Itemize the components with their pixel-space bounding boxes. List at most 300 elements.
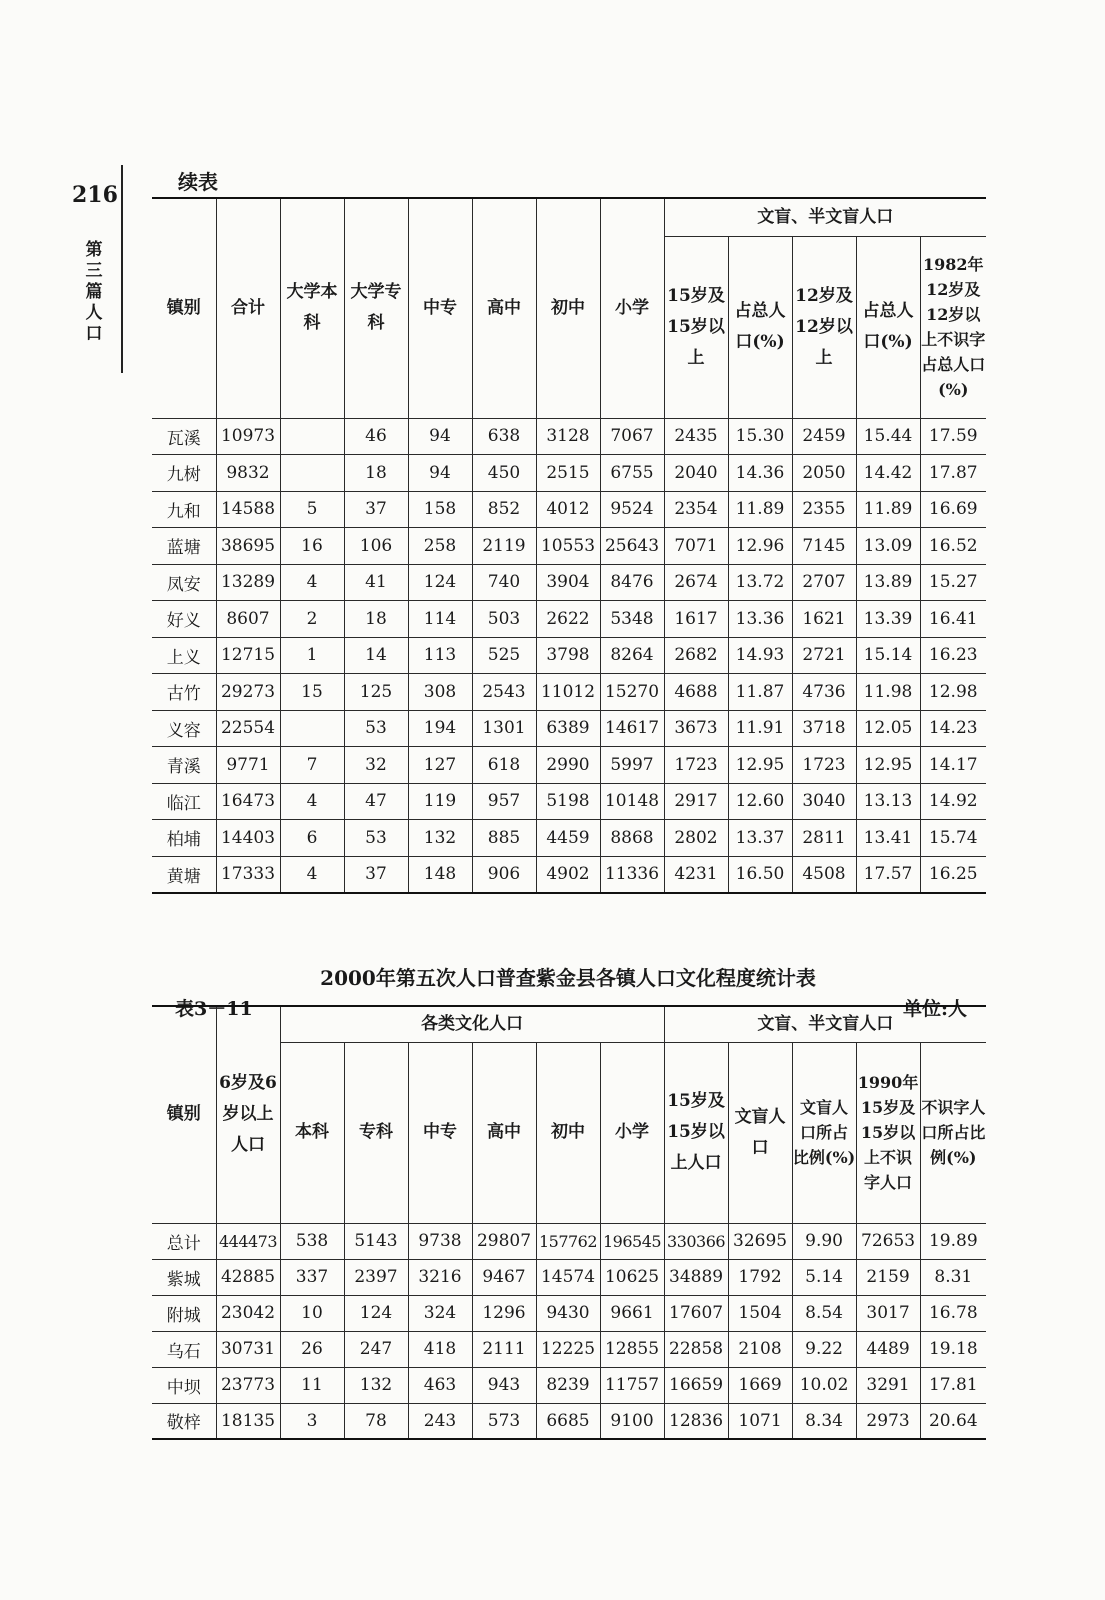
value-cell: 13.72 bbox=[728, 564, 792, 601]
value-cell: 8.31 bbox=[920, 1259, 986, 1295]
value-cell: 9430 bbox=[536, 1295, 600, 1331]
header-tech-secondary: 中专 bbox=[408, 1042, 472, 1223]
value-cell: 78 bbox=[344, 1403, 408, 1439]
value-cell: 11757 bbox=[600, 1367, 664, 1403]
value-cell: 5997 bbox=[600, 747, 664, 784]
value-cell: 852 bbox=[472, 491, 536, 528]
value-cell: 17.57 bbox=[856, 856, 920, 893]
value-cell: 25643 bbox=[600, 528, 664, 565]
value-cell: 14588 bbox=[216, 491, 280, 528]
value-cell: 638 bbox=[472, 418, 536, 455]
value-cell: 15.27 bbox=[920, 564, 986, 601]
value-cell: 10 bbox=[280, 1295, 344, 1331]
value-cell: 1621 bbox=[792, 601, 856, 638]
value-cell: 525 bbox=[472, 637, 536, 674]
value-cell: 13.36 bbox=[728, 601, 792, 638]
value-cell: 17333 bbox=[216, 856, 280, 893]
value-cell: 12855 bbox=[600, 1331, 664, 1367]
census-2000-education-table bbox=[152, 1005, 986, 1440]
value-cell: 16 bbox=[280, 528, 344, 565]
header-age15-pct: 占总人口(%) bbox=[728, 236, 792, 418]
table-row bbox=[152, 637, 986, 674]
value-cell: 15270 bbox=[600, 674, 664, 711]
value-cell: 9.90 bbox=[792, 1223, 856, 1259]
value-cell: 2811 bbox=[792, 820, 856, 857]
value-cell: 13.89 bbox=[856, 564, 920, 601]
town-name-cell: 九树 bbox=[152, 455, 216, 492]
value-cell: 7145 bbox=[792, 528, 856, 565]
value-cell: 37 bbox=[344, 856, 408, 893]
page-number: 216 bbox=[72, 182, 118, 208]
value-cell: 573 bbox=[472, 1403, 536, 1439]
value-cell: 4688 bbox=[664, 674, 728, 711]
header-age12-count: 12岁及12岁以上 bbox=[792, 236, 856, 418]
value-cell: 16.50 bbox=[728, 856, 792, 893]
table-row bbox=[152, 783, 986, 820]
header-1990-ratio: 不识字人口所占比例(%) bbox=[920, 1042, 986, 1223]
value-cell: 23773 bbox=[216, 1367, 280, 1403]
value-cell: 16659 bbox=[664, 1367, 728, 1403]
value-cell: 14.42 bbox=[856, 455, 920, 492]
town-name-cell: 青溪 bbox=[152, 747, 216, 784]
value-cell: 158 bbox=[408, 491, 472, 528]
value-cell: 53 bbox=[344, 710, 408, 747]
value-cell: 5.14 bbox=[792, 1259, 856, 1295]
value-cell: 7067 bbox=[600, 418, 664, 455]
town-name-cell: 九和 bbox=[152, 491, 216, 528]
value-cell: 14.92 bbox=[920, 783, 986, 820]
value-cell: 53 bbox=[344, 820, 408, 857]
header-uni-bachelor: 大学本科 bbox=[280, 198, 344, 418]
value-cell: 2040 bbox=[664, 455, 728, 492]
value-cell: 12715 bbox=[216, 637, 280, 674]
value-cell: 618 bbox=[472, 747, 536, 784]
value-cell: 1071 bbox=[728, 1403, 792, 1439]
value-cell: 15.74 bbox=[920, 820, 986, 857]
value-cell: 11336 bbox=[600, 856, 664, 893]
value-cell: 10.02 bbox=[792, 1367, 856, 1403]
value-cell: 8.54 bbox=[792, 1295, 856, 1331]
table-row bbox=[152, 1295, 986, 1331]
value-cell: 337 bbox=[280, 1259, 344, 1295]
value-cell: 1723 bbox=[792, 747, 856, 784]
header-illiterate-ratio: 文盲人口所占比例(%) bbox=[792, 1042, 856, 1223]
value-cell: 194 bbox=[408, 710, 472, 747]
value-cell: 11.98 bbox=[856, 674, 920, 711]
header-age15-count: 15岁及15岁以上 bbox=[664, 236, 728, 418]
town-name-cell: 中坝 bbox=[152, 1367, 216, 1403]
header-primary: 小学 bbox=[600, 198, 664, 418]
value-cell: 1301 bbox=[472, 710, 536, 747]
value-cell: 15.14 bbox=[856, 637, 920, 674]
header-1990-count: 1990年15岁及15岁以上不识字人口 bbox=[856, 1042, 920, 1223]
value-cell bbox=[280, 710, 344, 747]
value-cell: 9771 bbox=[216, 747, 280, 784]
value-cell: 4508 bbox=[792, 856, 856, 893]
value-cell: 13.09 bbox=[856, 528, 920, 565]
value-cell: 94 bbox=[408, 418, 472, 455]
value-cell: 18 bbox=[344, 601, 408, 638]
value-cell: 2119 bbox=[472, 528, 536, 565]
value-cell: 1296 bbox=[472, 1295, 536, 1331]
value-cell: 12.95 bbox=[856, 747, 920, 784]
header-uni-college: 大学专科 bbox=[344, 198, 408, 418]
value-cell: 16.41 bbox=[920, 601, 986, 638]
header-junior-high: 初中 bbox=[536, 1042, 600, 1223]
town-name-cell: 凤安 bbox=[152, 564, 216, 601]
town-name-cell: 紫城 bbox=[152, 1259, 216, 1295]
value-cell: 14.17 bbox=[920, 747, 986, 784]
value-cell: 9.22 bbox=[792, 1331, 856, 1367]
value-cell: 132 bbox=[408, 820, 472, 857]
value-cell: 13.13 bbox=[856, 783, 920, 820]
value-cell: 12.98 bbox=[920, 674, 986, 711]
value-cell: 444473 bbox=[216, 1223, 280, 1259]
value-cell: 114 bbox=[408, 601, 472, 638]
town-name-cell: 上义 bbox=[152, 637, 216, 674]
value-cell: 8.34 bbox=[792, 1403, 856, 1439]
value-cell: 4231 bbox=[664, 856, 728, 893]
town-name-cell: 义容 bbox=[152, 710, 216, 747]
value-cell: 37 bbox=[344, 491, 408, 528]
value-cell bbox=[280, 418, 344, 455]
value-cell: 11.87 bbox=[728, 674, 792, 711]
header-edu-group: 各类文化人口 bbox=[280, 1006, 664, 1042]
value-cell: 538 bbox=[280, 1223, 344, 1259]
value-cell: 885 bbox=[472, 820, 536, 857]
value-cell: 740 bbox=[472, 564, 536, 601]
value-cell: 4 bbox=[280, 856, 344, 893]
value-cell: 4736 bbox=[792, 674, 856, 711]
value-cell: 3673 bbox=[664, 710, 728, 747]
value-cell: 16.25 bbox=[920, 856, 986, 893]
header-age6-pop: 6岁及6岁以上人口 bbox=[216, 1006, 280, 1223]
value-cell: 2543 bbox=[472, 674, 536, 711]
value-cell: 8476 bbox=[600, 564, 664, 601]
value-cell: 2990 bbox=[536, 747, 600, 784]
value-cell: 6389 bbox=[536, 710, 600, 747]
value-cell: 1504 bbox=[728, 1295, 792, 1331]
continued-label: 续表 bbox=[178, 170, 218, 194]
header-total: 合计 bbox=[216, 198, 280, 418]
header-town: 镇别 bbox=[152, 1006, 216, 1223]
table2-title: 2000年第五次人口普查紫金县各镇人口文化程度统计表 bbox=[320, 966, 816, 990]
table2-unit: 单位:人 bbox=[903, 998, 968, 1020]
header-bachelor: 本科 bbox=[280, 1042, 344, 1223]
value-cell: 4 bbox=[280, 564, 344, 601]
table-row bbox=[152, 455, 986, 492]
value-cell: 2354 bbox=[664, 491, 728, 528]
value-cell: 324 bbox=[408, 1295, 472, 1331]
value-cell: 38695 bbox=[216, 528, 280, 565]
table-row bbox=[152, 674, 986, 711]
value-cell: 2459 bbox=[792, 418, 856, 455]
table-row bbox=[152, 418, 986, 455]
value-cell: 330366 bbox=[664, 1223, 728, 1259]
value-cell: 2622 bbox=[536, 601, 600, 638]
chapter-label: 第三篇 人口 bbox=[85, 240, 103, 344]
value-cell: 17.87 bbox=[920, 455, 986, 492]
value-cell: 42885 bbox=[216, 1259, 280, 1295]
value-cell: 14574 bbox=[536, 1259, 600, 1295]
table-row bbox=[152, 1403, 986, 1439]
town-name-cell: 乌石 bbox=[152, 1331, 216, 1367]
town-name-cell: 蓝塘 bbox=[152, 528, 216, 565]
town-name-cell: 临江 bbox=[152, 783, 216, 820]
value-cell: 1 bbox=[280, 637, 344, 674]
value-cell: 11.91 bbox=[728, 710, 792, 747]
value-cell: 8607 bbox=[216, 601, 280, 638]
table-row bbox=[152, 710, 986, 747]
value-cell: 2917 bbox=[664, 783, 728, 820]
table-row bbox=[152, 564, 986, 601]
value-cell: 14 bbox=[344, 637, 408, 674]
value-cell: 308 bbox=[408, 674, 472, 711]
value-cell: 17607 bbox=[664, 1295, 728, 1331]
value-cell: 5198 bbox=[536, 783, 600, 820]
value-cell: 3128 bbox=[536, 418, 600, 455]
value-cell: 15.30 bbox=[728, 418, 792, 455]
header-primary: 小学 bbox=[600, 1042, 664, 1223]
value-cell: 47 bbox=[344, 783, 408, 820]
value-cell: 2674 bbox=[664, 564, 728, 601]
header-town: 镇别 bbox=[152, 198, 216, 418]
value-cell: 7 bbox=[280, 747, 344, 784]
value-cell: 12.05 bbox=[856, 710, 920, 747]
value-cell: 14.93 bbox=[728, 637, 792, 674]
value-cell: 12.95 bbox=[728, 747, 792, 784]
header-age12-pct: 占总人口(%) bbox=[856, 236, 920, 418]
value-cell: 26 bbox=[280, 1331, 344, 1367]
value-cell: 32695 bbox=[728, 1223, 792, 1259]
value-cell: 7071 bbox=[664, 528, 728, 565]
value-cell: 9738 bbox=[408, 1223, 472, 1259]
value-cell: 2355 bbox=[792, 491, 856, 528]
value-cell: 119 bbox=[408, 783, 472, 820]
value-cell: 247 bbox=[344, 1331, 408, 1367]
value-cell: 8264 bbox=[600, 637, 664, 674]
value-cell: 10625 bbox=[600, 1259, 664, 1295]
value-cell: 20.64 bbox=[920, 1403, 986, 1439]
table-row bbox=[152, 820, 986, 857]
value-cell: 30731 bbox=[216, 1331, 280, 1367]
value-cell: 2108 bbox=[728, 1331, 792, 1367]
value-cell: 2159 bbox=[856, 1259, 920, 1295]
value-cell: 11.89 bbox=[856, 491, 920, 528]
header-illiterate-group: 文盲、半文盲人口 bbox=[664, 198, 986, 236]
continued-education-table bbox=[152, 197, 986, 894]
value-cell: 16.52 bbox=[920, 528, 986, 565]
value-cell: 34889 bbox=[664, 1259, 728, 1295]
value-cell: 13.39 bbox=[856, 601, 920, 638]
value-cell: 3718 bbox=[792, 710, 856, 747]
value-cell: 17.59 bbox=[920, 418, 986, 455]
value-cell: 132 bbox=[344, 1367, 408, 1403]
header-1982-pct: 1982年12岁及12岁以上不识字占总人口(%) bbox=[920, 236, 986, 418]
value-cell: 3291 bbox=[856, 1367, 920, 1403]
value-cell: 9524 bbox=[600, 491, 664, 528]
table-row bbox=[152, 856, 986, 893]
value-cell: 46 bbox=[344, 418, 408, 455]
value-cell: 14403 bbox=[216, 820, 280, 857]
value-cell: 3216 bbox=[408, 1259, 472, 1295]
value-cell: 2721 bbox=[792, 637, 856, 674]
value-cell: 258 bbox=[408, 528, 472, 565]
value-cell: 16473 bbox=[216, 783, 280, 820]
value-cell: 16.69 bbox=[920, 491, 986, 528]
header-age15-pop: 15岁及15岁以上人口 bbox=[664, 1042, 728, 1223]
town-name-cell: 好义 bbox=[152, 601, 216, 638]
town-name-cell: 柏埔 bbox=[152, 820, 216, 857]
value-cell: 196545 bbox=[600, 1223, 664, 1259]
value-cell: 243 bbox=[408, 1403, 472, 1439]
value-cell: 418 bbox=[408, 1331, 472, 1367]
value-cell: 1617 bbox=[664, 601, 728, 638]
town-name-cell: 古竹 bbox=[152, 674, 216, 711]
value-cell: 11 bbox=[280, 1367, 344, 1403]
value-cell: 3017 bbox=[856, 1295, 920, 1331]
value-cell: 15.44 bbox=[856, 418, 920, 455]
table-row bbox=[152, 1331, 986, 1367]
value-cell: 11.89 bbox=[728, 491, 792, 528]
table-row bbox=[152, 1223, 986, 1259]
value-cell: 2111 bbox=[472, 1331, 536, 1367]
table1-body bbox=[152, 418, 986, 893]
value-cell: 2682 bbox=[664, 637, 728, 674]
value-cell: 450 bbox=[472, 455, 536, 492]
value-cell: 13.37 bbox=[728, 820, 792, 857]
value-cell: 4902 bbox=[536, 856, 600, 893]
value-cell: 9832 bbox=[216, 455, 280, 492]
value-cell: 23042 bbox=[216, 1295, 280, 1331]
value-cell: 3040 bbox=[792, 783, 856, 820]
table-row bbox=[152, 528, 986, 565]
value-cell: 3 bbox=[280, 1403, 344, 1439]
value-cell: 4489 bbox=[856, 1331, 920, 1367]
value-cell: 29273 bbox=[216, 674, 280, 711]
value-cell: 72653 bbox=[856, 1223, 920, 1259]
value-cell: 1669 bbox=[728, 1367, 792, 1403]
value-cell: 16.23 bbox=[920, 637, 986, 674]
value-cell: 2 bbox=[280, 601, 344, 638]
value-cell: 124 bbox=[408, 564, 472, 601]
value-cell: 17.81 bbox=[920, 1367, 986, 1403]
value-cell: 2050 bbox=[792, 455, 856, 492]
value-cell: 1792 bbox=[728, 1259, 792, 1295]
value-cell: 125 bbox=[344, 674, 408, 711]
table-row bbox=[152, 1259, 986, 1295]
header-junior-high: 初中 bbox=[536, 198, 600, 418]
table-row bbox=[152, 1367, 986, 1403]
value-cell: 15 bbox=[280, 674, 344, 711]
value-cell: 16.78 bbox=[920, 1295, 986, 1331]
table2-number: 表3－11 bbox=[175, 998, 253, 1020]
margin-rule bbox=[121, 165, 123, 373]
header-senior-high: 高中 bbox=[472, 1042, 536, 1223]
town-name-cell: 瓦溪 bbox=[152, 418, 216, 455]
value-cell: 10148 bbox=[600, 783, 664, 820]
header-illiterate-pop: 文盲人口 bbox=[728, 1042, 792, 1223]
value-cell: 2435 bbox=[664, 418, 728, 455]
value-cell: 9467 bbox=[472, 1259, 536, 1295]
value-cell: 13.41 bbox=[856, 820, 920, 857]
value-cell: 127 bbox=[408, 747, 472, 784]
value-cell: 10553 bbox=[536, 528, 600, 565]
header-tech-secondary: 中专 bbox=[408, 198, 472, 418]
value-cell: 12.96 bbox=[728, 528, 792, 565]
value-cell: 18 bbox=[344, 455, 408, 492]
header-college: 专科 bbox=[344, 1042, 408, 1223]
value-cell: 148 bbox=[408, 856, 472, 893]
value-cell: 14.36 bbox=[728, 455, 792, 492]
value-cell: 906 bbox=[472, 856, 536, 893]
value-cell: 943 bbox=[472, 1367, 536, 1403]
value-cell: 22858 bbox=[664, 1331, 728, 1367]
table-row bbox=[152, 747, 986, 784]
value-cell: 8239 bbox=[536, 1367, 600, 1403]
table-row bbox=[152, 601, 986, 638]
value-cell: 463 bbox=[408, 1367, 472, 1403]
header-illiterate-group: 文盲、半文盲人口 bbox=[664, 1006, 986, 1042]
table2-body bbox=[152, 1223, 986, 1439]
value-cell: 6 bbox=[280, 820, 344, 857]
value-cell: 14.23 bbox=[920, 710, 986, 747]
value-cell: 2973 bbox=[856, 1403, 920, 1439]
value-cell: 5348 bbox=[600, 601, 664, 638]
value-cell: 14617 bbox=[600, 710, 664, 747]
value-cell: 10973 bbox=[216, 418, 280, 455]
value-cell: 22554 bbox=[216, 710, 280, 747]
table-row bbox=[152, 491, 986, 528]
town-name-cell: 敬梓 bbox=[152, 1403, 216, 1439]
value-cell: 18135 bbox=[216, 1403, 280, 1439]
value-cell: 32 bbox=[344, 747, 408, 784]
value-cell: 2397 bbox=[344, 1259, 408, 1295]
value-cell: 11012 bbox=[536, 674, 600, 711]
header-senior-high: 高中 bbox=[472, 198, 536, 418]
value-cell: 12225 bbox=[536, 1331, 600, 1367]
value-cell: 113 bbox=[408, 637, 472, 674]
value-cell: 6755 bbox=[600, 455, 664, 492]
value-cell: 9661 bbox=[600, 1295, 664, 1331]
value-cell: 3904 bbox=[536, 564, 600, 601]
value-cell: 19.18 bbox=[920, 1331, 986, 1367]
value-cell: 4012 bbox=[536, 491, 600, 528]
value-cell: 157762 bbox=[536, 1223, 600, 1259]
value-cell: 6685 bbox=[536, 1403, 600, 1439]
value-cell: 41 bbox=[344, 564, 408, 601]
value-cell: 1723 bbox=[664, 747, 728, 784]
value-cell: 106 bbox=[344, 528, 408, 565]
value-cell: 9100 bbox=[600, 1403, 664, 1439]
value-cell: 3798 bbox=[536, 637, 600, 674]
value-cell bbox=[280, 455, 344, 492]
town-name-cell: 总计 bbox=[152, 1223, 216, 1259]
value-cell: 12.60 bbox=[728, 783, 792, 820]
value-cell: 5143 bbox=[344, 1223, 408, 1259]
value-cell: 124 bbox=[344, 1295, 408, 1331]
value-cell: 4 bbox=[280, 783, 344, 820]
value-cell: 2707 bbox=[792, 564, 856, 601]
value-cell: 503 bbox=[472, 601, 536, 638]
value-cell: 29807 bbox=[472, 1223, 536, 1259]
value-cell: 12836 bbox=[664, 1403, 728, 1439]
value-cell: 13289 bbox=[216, 564, 280, 601]
value-cell: 957 bbox=[472, 783, 536, 820]
value-cell: 2802 bbox=[664, 820, 728, 857]
value-cell: 8868 bbox=[600, 820, 664, 857]
value-cell: 94 bbox=[408, 455, 472, 492]
